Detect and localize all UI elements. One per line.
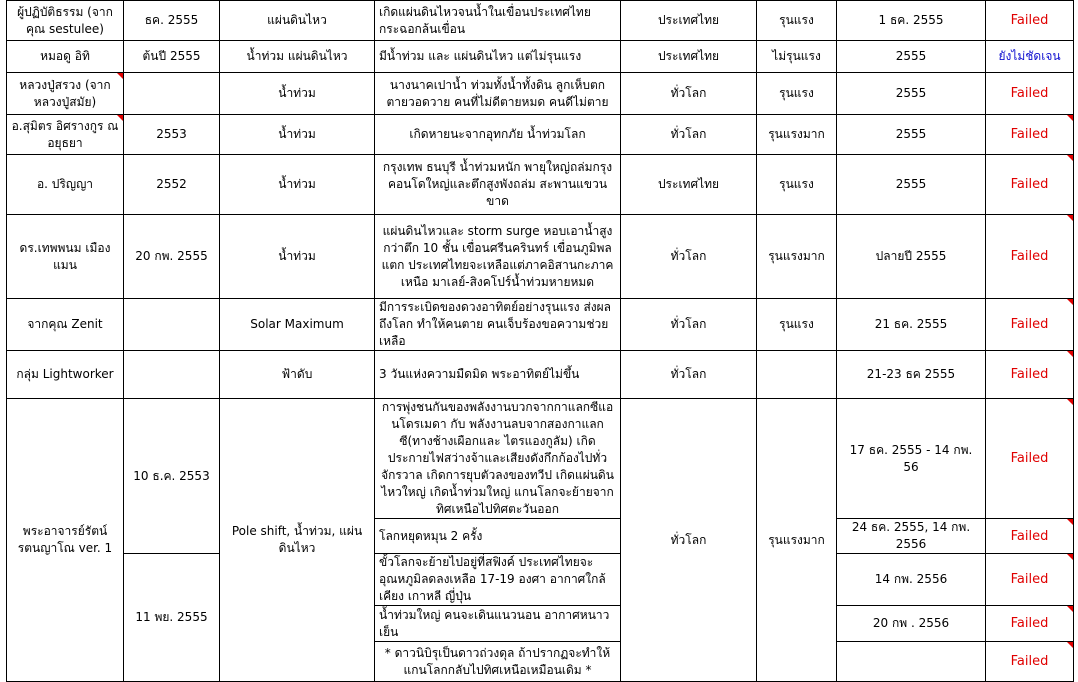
description-cell: แผ่นดินไหวและ storm surge หอบเอาน้ำสูงกว่าตึก 10 ชั้น เขื่อนศรีนครินทร์ เขื่อนภูมิพลแตก ประเทศไทยจะเหลือแต่ภาคอิสานกะภาคเหนือ มาเลย์-สิงคโปร์น้ำท่วมหายหมด (375, 215, 621, 299)
comment-marker-icon[interactable] (1067, 399, 1073, 405)
area-cell: ประเทศไทย (621, 155, 757, 215)
status-text: Failed (1010, 528, 1049, 544)
description-cell: * ดาวนิบิรุเป็นดาวถ่วงดุล ถ้าปรากฏจะทำให้แกนโลกกลับไปทิศเหนือเหมือนเดิม * (375, 642, 621, 682)
when-cell: 2555 (837, 115, 986, 155)
date-cell: 2552 (124, 155, 220, 215)
date-cell (124, 73, 220, 115)
status-cell (986, 215, 1074, 299)
date-cell: ธค. 2555 (124, 1, 220, 41)
status-cell (986, 399, 1074, 519)
status-text: Failed (1010, 249, 1049, 264)
when-cell: 21-23 ธค 2555 (837, 351, 986, 399)
status-cell: Failed (986, 73, 1074, 115)
when-cell: 17 ธค. 2555 - 14 กพ. 56 (837, 399, 986, 519)
table-row (7, 41, 1074, 73)
area-cell: ทั่วโลก (621, 351, 757, 399)
type-cell: ฟ้าดับ (220, 351, 375, 399)
description-cell: มีน้ำท่วม และ แผ่นดินไหว แต่ไม่รุนแรง (375, 41, 621, 73)
date-cell: 20 กพ. 2555 (124, 215, 220, 299)
when-cell: 14 กพ. 2556 (837, 554, 986, 606)
type-cell: แผ่นดินไหว (220, 1, 375, 41)
status-text: Failed (1010, 367, 1049, 382)
comment-marker-icon[interactable] (1067, 351, 1073, 357)
source-cell: จากคุณ Zenit (7, 299, 124, 351)
status-text: Failed (1010, 451, 1049, 466)
source-text: หลวงปู่สรวง (จากหลวงปู่สมัย) (19, 77, 111, 109)
table-row (7, 1, 1074, 41)
status-cell (986, 642, 1074, 682)
description-cell: นางนาคเปาน้ำ ท่วมทั้งน้ำทั้งดิน ลูกเห็บตก ตายวอดวาย คนที่ไม่ดีตายหมด คนดีไม่ตาย (375, 73, 621, 115)
source-cell (7, 73, 124, 115)
comment-marker-icon[interactable] (1067, 155, 1073, 161)
status-cell (986, 299, 1074, 351)
table-row (7, 299, 1074, 351)
description-cell: เกิดแผ่นดินไหวจนน้ำในเขื่อนประเทศไทยกระฉอกล้นเขื่อน (375, 1, 621, 41)
table-row (7, 554, 1074, 606)
source-cell: กลุ่ม Lightworker (7, 351, 124, 399)
date-cell: 10 ธ.ค. 2553 (124, 399, 220, 554)
table-row (7, 215, 1074, 299)
when-cell (837, 642, 986, 682)
type-cell: น้ำท่วม แผ่นดินไหว (220, 41, 375, 73)
status-cell (986, 115, 1074, 155)
status-cell (986, 606, 1074, 642)
area-cell: ทั่วโลก (621, 399, 757, 682)
description-cell: 3 วันแห่งความมืดมิด พระอาทิตย์ไม่ขึ้น (375, 351, 621, 399)
type-cell: น้ำท่วม (220, 115, 375, 155)
type-cell: น้ำท่วม (220, 215, 375, 299)
type-cell: Solar Maximum (220, 299, 375, 351)
type-cell: น้ำท่วม (220, 73, 375, 115)
status-cell (986, 351, 1074, 399)
comment-marker-icon[interactable] (1067, 554, 1073, 560)
description-cell: มีการระเบิดของดวงอาทิตย์อย่างรุนแรง ส่งผลถึงโลก ทำให้คนตาย คนเจ็บร้องขอความช่วยเหลือ (375, 299, 621, 351)
level-cell: ไม่รุนแรง (757, 41, 837, 73)
comment-marker-icon[interactable] (1067, 519, 1073, 525)
comment-marker-icon[interactable] (1067, 642, 1073, 648)
level-cell: รุนแรงมาก (757, 215, 837, 299)
comment-marker-icon[interactable] (1067, 606, 1073, 612)
description-cell: ขั้วโลกจะย้ายไปอยู่ที่สฟิงค์ ประเทศไทยจะอุณหภูมิลดลงเหลือ 17-19 องศา อากาศใกล้เคียง เกาหลี ญี่ปุ่น (375, 554, 621, 606)
status-text: Failed (1010, 177, 1049, 192)
status-text: Failed (1010, 654, 1049, 669)
comment-marker-icon[interactable] (1067, 115, 1073, 121)
status-text: Failed (1010, 616, 1049, 631)
predictions-table (6, 0, 1074, 682)
level-cell: รุนแรง (757, 73, 837, 115)
comment-marker-icon[interactable] (117, 73, 123, 79)
table-row (7, 73, 1074, 115)
comment-marker-icon[interactable] (117, 115, 123, 121)
description-cell: กรุงเทพ ธนบุรี น้ำท่วมหนัก พายุใหญ่ถล่มกรุง คอนโดใหญ่และตึกสูงพังถล่ม สะพานแขวนขาด (375, 155, 621, 215)
area-cell: ทั่วโลก (621, 215, 757, 299)
area-cell: ทั่วโลก (621, 115, 757, 155)
status-cell: Failed (986, 1, 1074, 41)
source-text: อ.สุมิตร อิศรางกูร ณ อยุธยา (11, 118, 119, 150)
area-cell: ทั่วโลก (621, 73, 757, 115)
description-cell: น้ำท่วมใหญ่ คนจะเดินแนวนอน อากาศหนาวเย็น (375, 606, 621, 642)
date-cell (124, 351, 220, 399)
level-cell: รุนแรง (757, 155, 837, 215)
when-cell: 2555 (837, 73, 986, 115)
area-cell: ประเทศไทย (621, 41, 757, 73)
status-text: Failed (1010, 127, 1049, 142)
source-cell: อ. ปริญญา (7, 155, 124, 215)
date-cell: ต้นปี 2555 (124, 41, 220, 73)
when-cell: 1 ธค. 2555 (837, 1, 986, 41)
description-cell: การพุ่งชนกันของพลังงานบวกจากกาแลกซีแอนโดรเมดา กับ พลังงานลบจากสองกาแลกซี(ทางช้างเผือกและ ไตรแองกูลัม) เกิดประกายไฟสว่างจ้าและเสียงดังกึกก้องไปทั่วจักรวาล เกิดการยุบตัวลงของทวีป เกิดแผ่นดินไหวใหญ่ เกิดน้ำท่วมใหญ่ แกนโลกจะย้ายจากทิศเหนือไปทิศตะวันออก (375, 399, 621, 519)
level-cell: รุนแรง (757, 299, 837, 351)
status-cell (986, 155, 1074, 215)
type-cell: น้ำท่วม (220, 155, 375, 215)
date-cell: 2553 (124, 115, 220, 155)
status-cell: ยังไม่ชัดเจน (986, 41, 1074, 73)
date-cell: 11 พย. 2555 (124, 554, 220, 682)
table-row (7, 155, 1074, 215)
source-cell: พระอาจารย์รัตน์ รตนญาโณ ver. 1 (7, 399, 124, 682)
level-cell: รุนแรงมาก (757, 115, 837, 155)
description-cell: เกิดหายนะจากอุทกภัย น้ำท่วมโลก (375, 115, 621, 155)
when-cell: 21 ธค. 2555 (837, 299, 986, 351)
description-cell: โลกหยุดหมุน 2 ครั้ง (375, 519, 621, 554)
level-cell: รุนแรง (757, 1, 837, 41)
source-cell (7, 115, 124, 155)
when-cell: 24 ธค. 2555, 14 กพ. 2556 (837, 519, 986, 554)
comment-marker-icon[interactable] (1067, 215, 1073, 221)
source-cell: ดร.เทพพนม เมืองแมน (7, 215, 124, 299)
area-cell: ประเทศไทย (621, 1, 757, 41)
status-text: Failed (1010, 572, 1049, 587)
status-cell (986, 554, 1074, 606)
when-cell: ปลายปี 2555 (837, 215, 986, 299)
level-cell (757, 351, 837, 399)
table-row (7, 351, 1074, 399)
when-cell: 2555 (837, 41, 986, 73)
table-row (7, 115, 1074, 155)
date-cell (124, 299, 220, 351)
when-cell: 20 กพ . 2556 (837, 606, 986, 642)
comment-marker-icon[interactable] (1067, 299, 1073, 305)
table-row (7, 399, 1074, 519)
source-cell: ผู้ปฏิบัติธรรม (จากคุณ sestulee) (7, 1, 124, 41)
when-cell: 2555 (837, 155, 986, 215)
level-cell: รุนแรงมาก (757, 399, 837, 682)
type-cell: Pole shift, น้ำท่วม, แผ่นดินไหว (220, 399, 375, 682)
area-cell: ทั่วโลก (621, 299, 757, 351)
status-cell (986, 519, 1074, 554)
source-cell: หมอดู อิทิ (7, 41, 124, 73)
status-text: Failed (1010, 317, 1049, 332)
